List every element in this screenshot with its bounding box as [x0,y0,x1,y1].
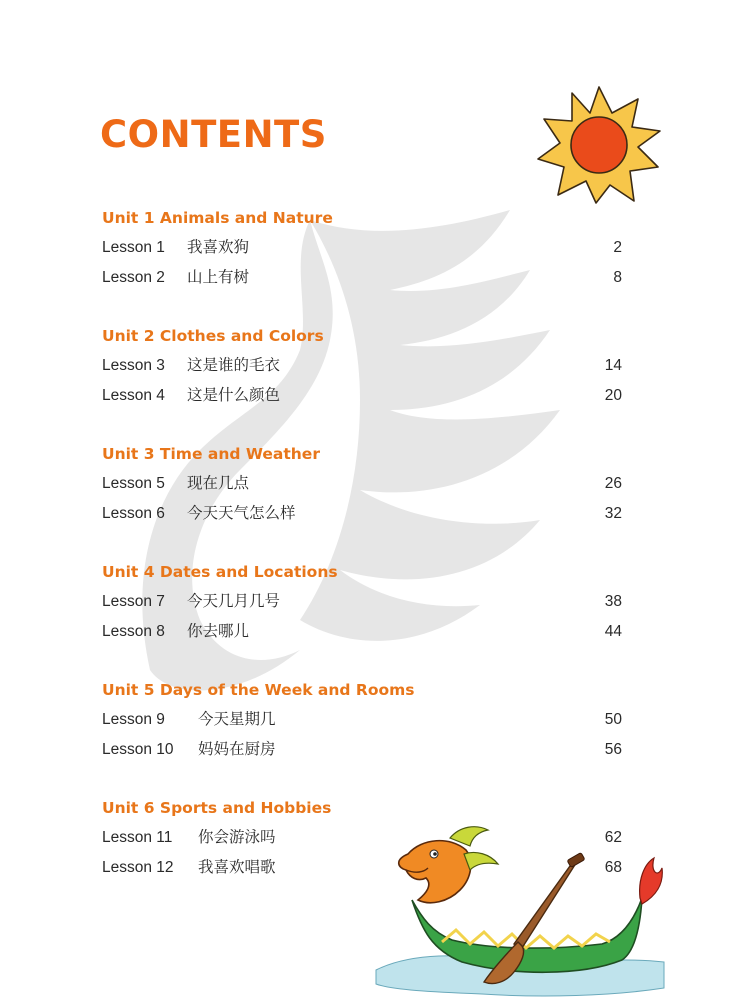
lesson-row [102,263,622,293]
dragon-tail-icon [640,858,663,904]
lesson-title: 我喜欢狗 [187,238,250,256]
lesson-label: Lesson 6 [102,504,165,522]
lesson-page-number: 8 [613,268,622,286]
lesson-page-number: 50 [604,711,622,728]
lesson-title: 现在几点 [187,474,250,492]
lesson-row [102,233,622,263]
unit-heading: Unit 4 Dates and Locations [102,563,338,581]
lesson-label: Lesson 12 [102,858,174,876]
unit-4-section [102,557,622,646]
unit-3-section [102,439,622,528]
lesson-row [102,735,622,765]
unit-1-section [102,203,622,292]
unit-heading: Unit 1 Animals and Nature [102,209,333,227]
lesson-title: 我喜欢唱歌 [198,857,276,876]
unit-5-section [102,675,622,764]
lesson-page-number: 38 [604,593,622,610]
lesson-title: 今天几月几号 [187,592,281,610]
lesson-row [102,617,622,647]
unit-heading: Unit 6 Sports and Hobbies [102,799,332,817]
lesson-row [102,381,622,411]
lesson-row [102,705,622,735]
lesson-page-number: 56 [604,740,622,758]
lesson-title: 你会游泳吗 [198,828,276,846]
lesson-title: 今天天气怎么样 [187,503,296,522]
unit-heading: Unit 2 Clothes and Colors [102,327,324,345]
page-title: CONTENTS [100,113,327,156]
lesson-title: 妈妈在厨房 [198,739,276,758]
lesson-title: 今天星期几 [198,710,276,728]
lesson-label: Lesson 4 [102,386,165,404]
lesson-label: Lesson 11 [102,829,173,846]
lesson-title: 这是什么颜色 [187,385,281,404]
lesson-page-number: 20 [604,386,622,404]
lesson-label: Lesson 1 [102,239,165,256]
lesson-page-number: 44 [604,622,622,640]
lesson-row [102,469,622,499]
lesson-label: Lesson 10 [102,740,174,758]
unit-2-section [102,321,622,410]
lesson-label: Lesson 5 [102,475,165,492]
lesson-page-number: 32 [604,504,622,522]
lesson-page-number: 62 [604,829,622,846]
dragon-boat-illustration [372,820,668,998]
unit-heading: Unit 5 Days of the Week and Rooms [102,681,415,699]
lesson-row [102,587,622,617]
lesson-page-number: 14 [604,357,622,374]
lesson-row [102,351,622,381]
lesson-label: Lesson 8 [102,622,165,640]
lesson-label: Lesson 7 [102,593,165,610]
lesson-label: Lesson 3 [102,357,165,374]
sun-core-icon [571,117,627,173]
lesson-title: 山上有树 [187,267,250,286]
lesson-page-number: 2 [613,239,622,256]
lesson-row [102,499,622,529]
lesson-label: Lesson 9 [102,711,165,728]
lesson-page-number: 26 [604,475,622,492]
lesson-page-number: 68 [604,858,622,876]
lesson-title: 这是谁的毛衣 [187,356,281,374]
unit-heading: Unit 3 Time and Weather [102,445,320,463]
sun-illustration [536,85,662,205]
lesson-title: 你去哪儿 [187,621,250,640]
lesson-label: Lesson 2 [102,268,165,286]
